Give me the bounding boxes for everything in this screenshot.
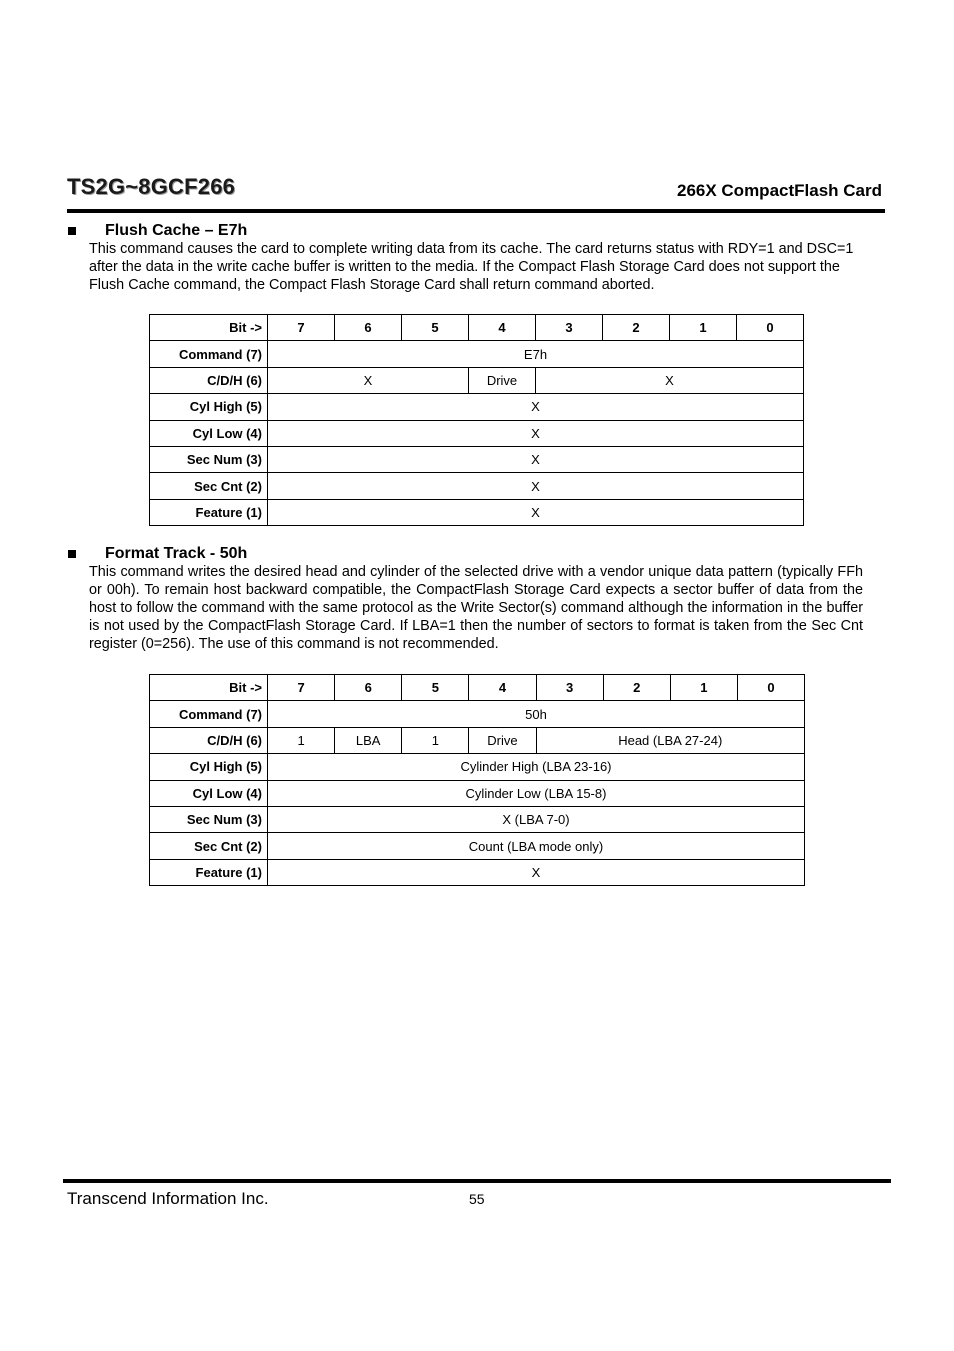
register-value-cell: Count (LBA mode only) [268, 833, 805, 859]
bit-number-cell: 5 [402, 675, 469, 701]
section-body: This command writes the desired head and cylinder of the selected drive with a vendor unique data pattern (typically FFh or 00h). To remain host backward compatible, the CompactFlash Storage Card expects a sector buffer of data from the host to follow the command with the same protocol as the Write Sector(s) command although the information in the buffer is not used by the CompactFlash Storage Card. If LBA=1 then the number of sectors to format is taken from the Sec Cnt register (0=256). The use of this command is not recommended. [89, 564, 863, 652]
bit-number-cell: 3 [536, 315, 603, 341]
bit-number-cell: 7 [268, 315, 335, 341]
register-value-cell: X [268, 473, 804, 499]
register-label: Command (7) [150, 341, 268, 367]
register-value-cell: X (LBA 7-0) [268, 806, 805, 832]
bit-number-cell: 1 [670, 315, 737, 341]
register-row [150, 446, 804, 472]
register-value-cell: X [268, 394, 804, 420]
register-row [150, 806, 805, 832]
bit-number-cell: 6 [335, 675, 402, 701]
bit-number-cell: 0 [737, 675, 804, 701]
footer-divider [63, 1179, 891, 1183]
bit-number-cell: 4 [469, 675, 536, 701]
register-table-flush-cache [149, 314, 804, 526]
bit-number-cell: 7 [268, 675, 335, 701]
register-label: Cyl High (5) [150, 394, 268, 420]
register-row [150, 499, 804, 525]
register-label: Sec Num (3) [150, 446, 268, 472]
footer-company: Transcend Information Inc. [67, 1189, 269, 1208]
register-row [150, 754, 805, 780]
register-value-cell: X [268, 367, 469, 393]
register-label: Feature (1) [150, 499, 268, 525]
bit-header-row [150, 675, 805, 701]
bit-number-cell: 5 [402, 315, 469, 341]
register-label: Cyl Low (4) [150, 780, 268, 806]
register-label: Cyl Low (4) [150, 420, 268, 446]
document-product-title: 266X CompactFlash Card [676, 181, 882, 200]
register-row [150, 833, 805, 859]
section-title: Format Track - 50h [105, 544, 248, 562]
register-row [150, 473, 804, 499]
square-bullet-icon [68, 227, 76, 235]
register-row [150, 420, 804, 446]
bit-number-cell: 1 [670, 675, 737, 701]
section-heading [67, 544, 867, 563]
register-value-cell: Cylinder High (LBA 23-16) [268, 754, 805, 780]
register-row [150, 341, 804, 367]
register-row [150, 367, 804, 393]
section-body: This command causes the card to complete writing data from its cache. The card returns status with RDY=1 and DSC=1 after the data in the write cache buffer is written to the media. If the Compact Flash Storage Card does not support the Flush Cache command, the Compact Flash Storage Card shall return command aborted. [89, 241, 854, 293]
register-row [150, 859, 805, 885]
register-value-cell: X [268, 446, 804, 472]
bit-number-cell: 3 [536, 675, 603, 701]
document-model-title: TS2G~8GCF266 [67, 174, 236, 199]
register-value-cell: 1 [268, 727, 335, 753]
bit-header-label: Bit -> [150, 315, 268, 341]
register-value-cell: X [268, 859, 805, 885]
section-format-track [67, 544, 867, 653]
register-label: Sec Cnt (2) [150, 833, 268, 859]
bit-number-cell: 2 [603, 315, 670, 341]
bit-header-label: Bit -> [150, 675, 268, 701]
register-value-cell: X [536, 367, 804, 393]
register-label: Sec Num (3) [150, 806, 268, 832]
register-value-cell: Drive [469, 367, 536, 393]
bit-number-cell: 0 [737, 315, 804, 341]
register-row [150, 394, 804, 420]
register-label: C/D/H (6) [150, 367, 268, 393]
register-label: Command (7) [150, 701, 268, 727]
register-label: Feature (1) [150, 859, 268, 885]
page-number: 55 [469, 1191, 485, 1207]
register-label: C/D/H (6) [150, 727, 268, 753]
register-row [150, 780, 805, 806]
register-value-cell: Cylinder Low (LBA 15-8) [268, 780, 805, 806]
section-title: Flush Cache – E7h [105, 221, 248, 239]
header-divider [67, 209, 885, 213]
register-value-cell: 50h [268, 701, 805, 727]
register-value-cell: Drive [469, 727, 536, 753]
register-value-cell: E7h [268, 341, 804, 367]
bit-number-cell: 6 [335, 315, 402, 341]
register-row [150, 727, 805, 753]
register-value-cell: X [268, 420, 804, 446]
bit-number-cell: 4 [469, 315, 536, 341]
register-label: Sec Cnt (2) [150, 473, 268, 499]
bit-header-row [150, 315, 804, 341]
section-flush-cache [67, 221, 867, 294]
register-row [150, 701, 805, 727]
register-label: Cyl High (5) [150, 754, 268, 780]
square-bullet-icon [68, 550, 76, 558]
register-value-cell: LBA [335, 727, 402, 753]
section-heading [67, 221, 867, 240]
register-table-format-track [149, 674, 805, 886]
register-value-cell: 1 [402, 727, 469, 753]
register-value-cell: X [268, 499, 804, 525]
register-value-cell: Head (LBA 27-24) [536, 727, 805, 753]
bit-number-cell: 2 [603, 675, 670, 701]
